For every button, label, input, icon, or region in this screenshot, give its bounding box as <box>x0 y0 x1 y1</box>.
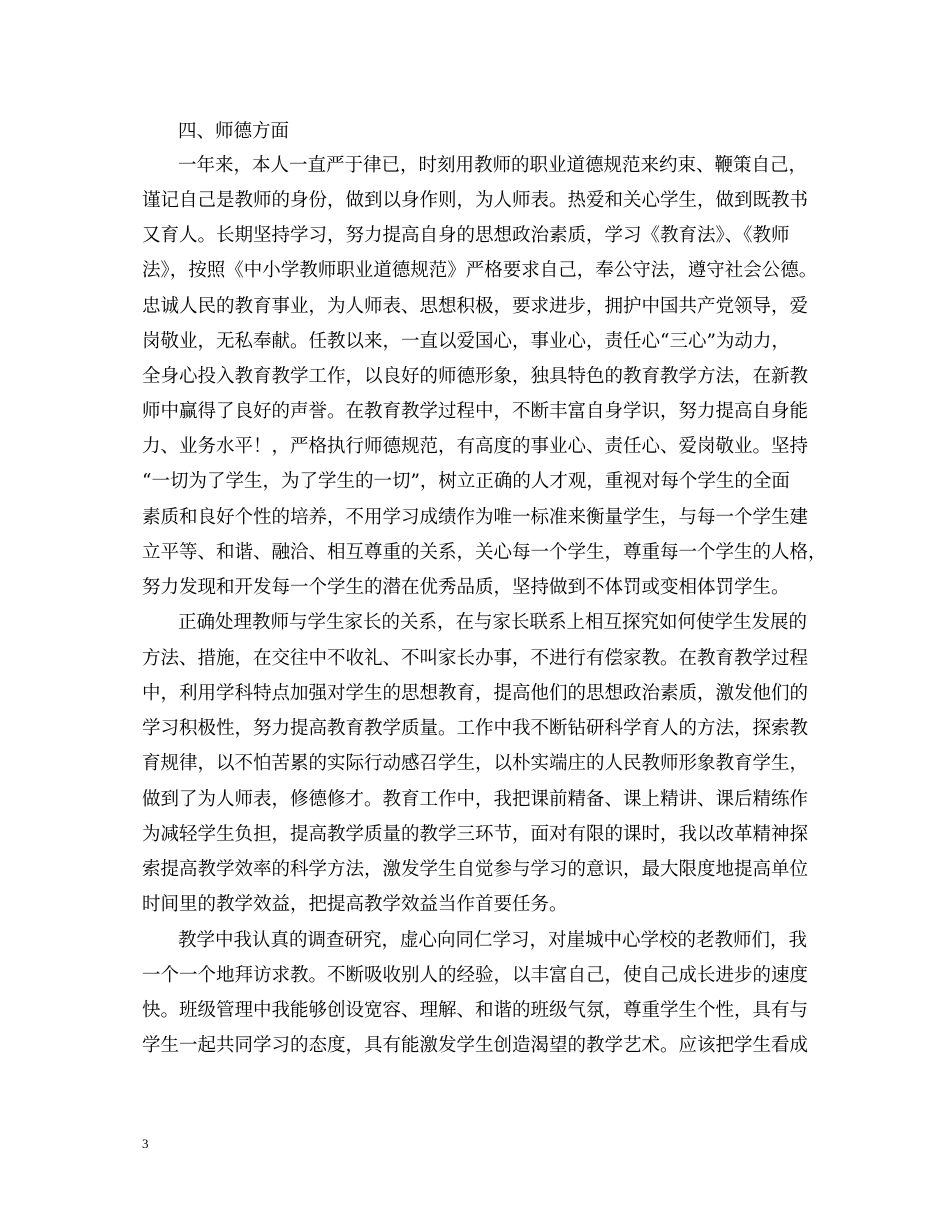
paragraph-line: 索提高教学效率的科学方法，激发学生自觉参与学习的意识，最大限度地提高单位 <box>142 859 809 880</box>
paragraph-line: 努力发现和开发每一个学生的潜在优秀品质，坚持做到不体罚或变相体罚学生。 <box>142 577 790 598</box>
paragraph-line: 又育人。长期坚持学习，努力提高自身的思想政治素质，学习《教育法》、《教师 <box>142 225 790 246</box>
paragraph-line: 一年来，本人一直严于律已，时刻用教师的职业道德规范来约束、鞭策自己， <box>178 155 808 176</box>
paragraph-line: 忠诚人民的教育事业，为人师表、思想积极，要求进步，拥护中国共产党领导，爱 <box>142 296 809 317</box>
paragraph-line: 全身心投入教育教学工作，以良好的师德形象，独具特色的教育教学方法，在新教 <box>142 366 809 387</box>
paragraph-line: 岗敬业，无私奉献。任教以来，一直以爱国心，事业心，责任心“三心”为动力， <box>142 331 790 352</box>
paragraph-line: 学生一起共同学习的态度，具有能激发学生创造渴望的教学艺术。应该把学生看成 <box>142 1035 809 1056</box>
paragraph-line: 快。班级管理中我能够创设宽容、理解、和谐的班级气氛，尊重学生个性，具有与 <box>142 1000 809 1021</box>
paragraph-line: 教学中我认真的调查研究，虚心向同仁学习，对崖城中心学校的老教师们，我 <box>178 930 808 951</box>
paragraph-line: 一个一个地拜访求教。不断吸收别人的经验，以丰富自己，使自己成长进步的速度 <box>142 965 809 986</box>
paragraph-line: 师中赢得了良好的声誉。在教育教学过程中，不断丰富自身学识，努力提高自身能 <box>142 401 809 422</box>
paragraph-line: 立平等、和谐、融洽、相互尊重的关系，关心每一个学生，尊重每一个学生的人格， <box>142 542 827 563</box>
paragraph-line: 法》，按照《中小学教师职业道德规范》严格要求自己，奉公守法，遵守社会公德。 <box>142 260 818 281</box>
paragraph-line: 学习积极性，努力提高教育教学质量。工作中我不断钻研科学育人的方法，探索教 <box>142 718 809 739</box>
paragraph-line: “一切为了学生，为了学生的一切”，树立正确的人才观，重视对每个学生的全面 <box>142 471 790 492</box>
paragraph-line: 力、业务水平！，严格执行师德规范，有高度的事业心、责任心、爱岗敬业。坚持 <box>142 436 809 457</box>
paragraph-line: 时间里的教学效益，把提高教学效益当作首要任务。 <box>142 894 568 915</box>
paragraph-line: 谨记自己是教师的身份，做到以身作则，为人师表。热爱和关心学生，做到既教书 <box>142 190 809 211</box>
page-number: 3 <box>142 1136 149 1151</box>
paragraph-line: 正确处理教师与学生家长的关系，在与家长联系上相互探究如何使学生发展的 <box>178 612 808 633</box>
paragraph-line: 素质和良好个性的培养，不用学习成绩作为唯一标准来衡量学生，与每一个学生建 <box>142 507 809 528</box>
paragraph-line: 为减轻学生负担，提高教学质量的教学三环节，面对有限的课时，我以改革精神探 <box>142 824 809 845</box>
paragraph-line: 方法、措施，在交往中不收礼、不叫家长办事，不进行有偿家教。在教育教学过程 <box>142 648 809 669</box>
paragraph-line: 育规律，以不怕苦累的实际行动感召学生，以朴实端庄的人民教师形象教育学生， <box>142 753 809 774</box>
paragraph-line: 中，利用学科特点加强对学生的思想教育，提高他们的思想政治素质，激发他们的 <box>142 683 809 704</box>
paragraph-line: 做到了为人师表，修德修才。教育工作中，我把课前精备、课上精讲、课后精练作 <box>142 789 809 810</box>
section-heading: 四、师德方面 <box>178 121 290 142</box>
